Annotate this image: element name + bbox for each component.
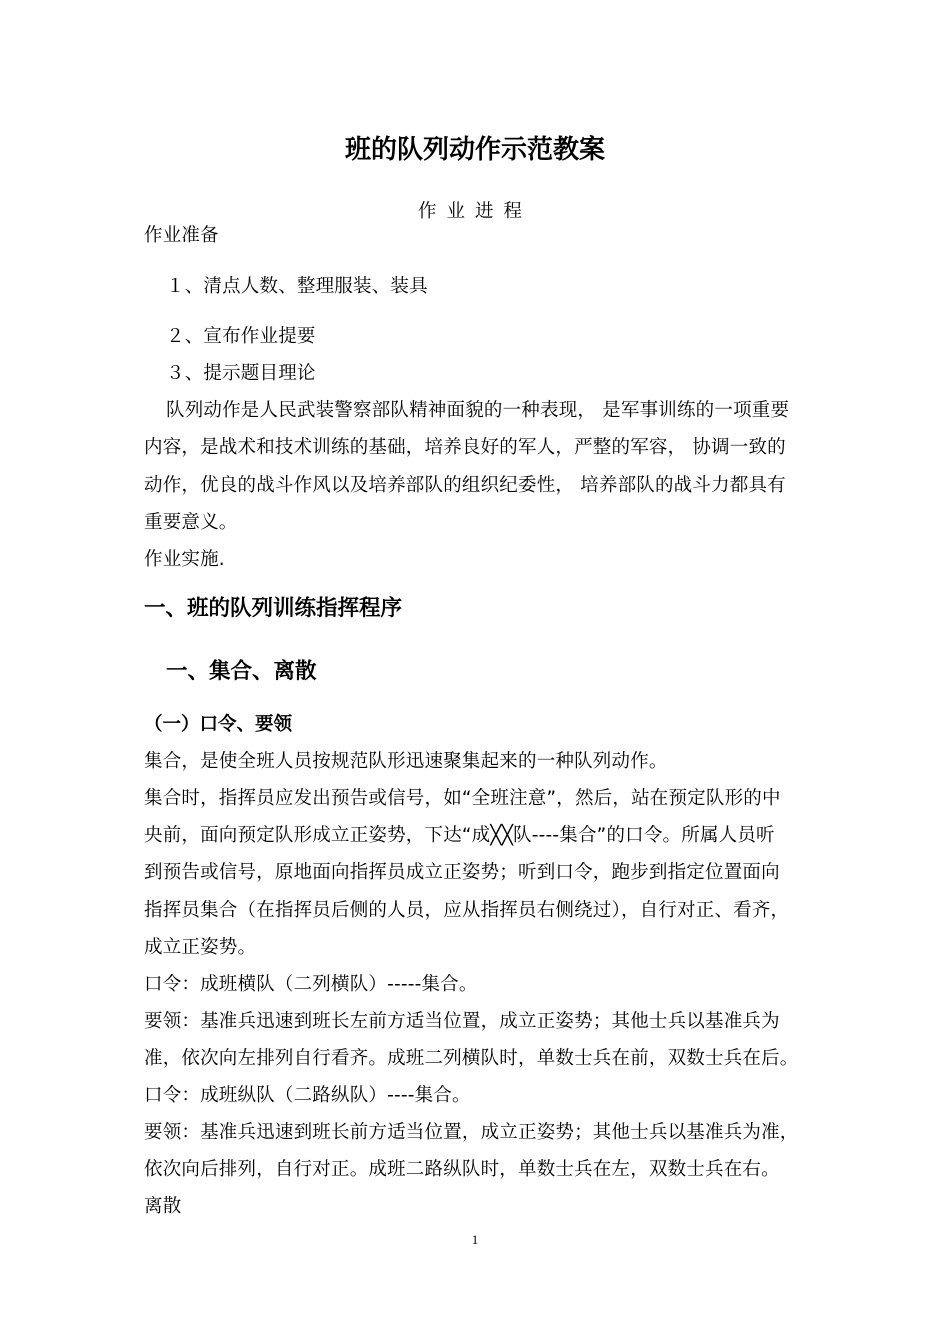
prep-heading: 作业准备	[144, 225, 219, 246]
impl-heading: 作业实施.	[144, 549, 225, 570]
doc-title: 班的队列动作示范教案	[344, 135, 605, 165]
body-line: 集合，是使全班人员按规范队形迅速聚集起来的一种队列动作。	[144, 751, 668, 772]
body-line: 离散	[144, 1196, 182, 1217]
body-line: 口令：成班纵队（二路纵队）----集合。	[144, 1085, 471, 1106]
subsubsection-heading: （一）口令、要领	[144, 714, 293, 735]
prep-item: １、清点人数、整理服装、装具	[166, 276, 428, 297]
body-line: 央前，面向预定队形成立正姿势，下达“成╳╳队----集合”的口令。所属人员听	[144, 825, 775, 846]
intro-line: 重要意义。	[144, 512, 238, 533]
body-line: 依次向后排列，自行对正。成班二路纵队时，单数士兵在左，双数士兵在右。	[144, 1159, 780, 1180]
body-line: 要领：基准兵迅速到班长左前方适当位置，成立正姿势；其他士兵以基准兵为	[144, 1011, 780, 1032]
page-number: 1	[471, 1232, 479, 1247]
prep-item: ２、宣布作业提要	[166, 326, 316, 347]
intro-line: 队列动作是人民武装警察部队精神面貌的一种表现， 是军事训练的一项重要	[166, 400, 790, 421]
body-line: 成立正姿势。	[144, 937, 257, 958]
body-line: 口令：成班横队（二列横队）-----集合。	[144, 974, 478, 995]
section-heading: 一、班的队列训练指挥程序	[144, 596, 403, 621]
intro-line: 内容，是战术和技术训练的基础，培养良好的军人，严整的军容， 协调一致的	[144, 437, 786, 458]
intro-line: 动作，优良的战斗作风以及培养部队的组织纪委性， 培养部队的战斗力都具有	[144, 475, 786, 496]
body-line: 要领：基准兵迅速到班长前方适当位置，成立正姿势；其他士兵以基准兵为准，	[144, 1122, 799, 1143]
prep-item: ３、提示题目理论	[166, 363, 316, 384]
body-line: 指挥员集合（在指挥员后侧的人员，应从指挥员右侧绕过），自行对正、看齐，	[144, 900, 790, 921]
body-line: 集合时，指挥员应发出预告或信号，如“全班注意”，然后，站在预定队形的中	[144, 788, 781, 809]
subsection-heading: 一、集合、离散	[166, 659, 317, 684]
doc-subtitle: 作业进程	[417, 201, 532, 222]
body-line: 到预告或信号，原地面向指挥员成立正姿势；听到口令，跑步到指定位置面向	[144, 862, 780, 883]
body-line: 准，依次向左排列自行看齐。成班二列横队时，单数士兵在前，双数士兵在后。	[144, 1048, 799, 1069]
